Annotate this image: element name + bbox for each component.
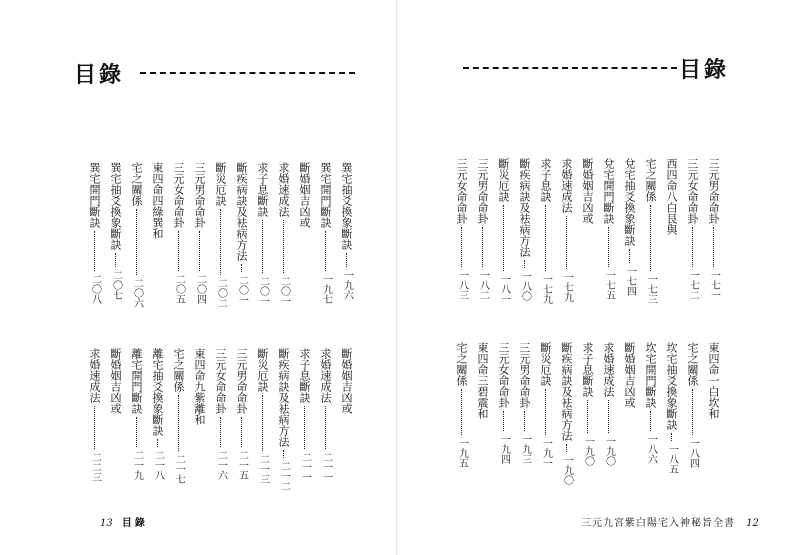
toc-entry-title: 斷婚姻吉凶或 <box>298 162 311 228</box>
leader-dots <box>115 253 116 267</box>
toc-entry <box>84 348 105 482</box>
toc-entry <box>535 158 556 304</box>
toc-entry <box>294 162 315 228</box>
toc-entry-page: 二〇五 <box>173 274 185 304</box>
toc-entry-page: 一九〇 <box>561 455 573 485</box>
toc-entry-page: 二一九 <box>131 450 143 480</box>
toc-entry-title: 坎宅抽爻換象斷訣 <box>665 342 678 430</box>
toc-entry <box>126 348 147 480</box>
toc-entry <box>315 348 336 482</box>
toc-entry-title: 斷婚姻吉凶或 <box>109 348 122 414</box>
toc-entry-page: 二二三 <box>89 452 101 482</box>
toc-entry <box>619 342 640 408</box>
toc-entry <box>252 348 273 484</box>
toc-entry-title: 斷災厄訣 <box>539 342 552 386</box>
toc-entry-page: 二一七 <box>173 454 185 484</box>
toc-entry-title: 兌宅開門斷訣 <box>602 158 615 224</box>
footer-label: 目錄 <box>121 518 148 529</box>
toc-entry <box>682 342 703 468</box>
toc-entry <box>210 162 231 308</box>
toc-entry-page: 二一二 <box>278 461 290 491</box>
toc-entry-title: 坎宅開門斷訣 <box>644 342 657 408</box>
toc-entry <box>640 342 661 464</box>
toc-entry-page: 一七四 <box>624 266 636 296</box>
toc-entry-title: 求子息斷訣 <box>581 342 594 397</box>
leader-dots <box>692 227 693 267</box>
page-footer <box>581 514 765 529</box>
toc-entry <box>126 162 147 308</box>
leader-dots <box>283 450 284 458</box>
leader-dots <box>545 205 546 271</box>
toc-entry <box>273 162 294 306</box>
toc-entry <box>273 348 294 491</box>
leader-dots <box>283 220 284 273</box>
leader-dots <box>241 417 242 447</box>
toc-entry-page: 二一一 <box>320 452 332 482</box>
toc-entry-title: 三元女命命卦 <box>172 162 185 228</box>
toc-lower-section <box>84 348 357 491</box>
leader-dots <box>241 264 242 272</box>
toc-entry-page: 二〇一 <box>236 275 248 305</box>
toc-entry <box>231 162 252 305</box>
leader-dots <box>503 411 504 431</box>
toc-entry-title: 離宅開門斷訣 <box>130 348 143 414</box>
toc-entry <box>640 158 661 304</box>
toc-entry-title: 斷婚姻吉凶或 <box>340 348 353 414</box>
left-page <box>0 0 396 555</box>
toc-entry-page: 一八三 <box>456 270 468 300</box>
toc-entry <box>682 158 703 300</box>
toc-entry-page: 二一五 <box>236 450 248 480</box>
toc-entry-title: 三元男命命卦 <box>476 158 489 224</box>
toc-entry-page: 二〇一 <box>257 276 269 306</box>
leader-dots <box>713 227 714 267</box>
toc-entry-title: 求子息斷訣 <box>256 162 269 217</box>
toc-entry <box>451 342 472 468</box>
leader-dots <box>650 205 651 271</box>
leader-dots <box>262 395 263 451</box>
toc-entry-page: 一九一 <box>540 438 552 468</box>
leader-dots <box>461 227 462 267</box>
toc-entry-title: 東四命一白坎和 <box>707 342 720 419</box>
toc-entry <box>189 348 210 425</box>
toc-entry-title: 兌宅抽爻換象斷訣 <box>623 158 636 246</box>
toc-entry <box>168 162 189 304</box>
leader-dots <box>94 406 95 449</box>
toc-entry-title: 三元男命命卦 <box>235 348 248 414</box>
toc-entry-page: 一七二 <box>687 270 699 300</box>
toc-entry-page: 一八四 <box>687 438 699 468</box>
toc-entry-title: 巽宅開門斷訣 <box>319 162 332 228</box>
toc-entry <box>556 158 577 302</box>
leader-dots <box>325 406 326 449</box>
toc-entry <box>84 162 105 304</box>
toc-entry-page: 一九三 <box>519 434 531 464</box>
leader-dots <box>346 253 347 267</box>
toc-entry-title: 三元女命命卦 <box>455 158 468 224</box>
heading-rule <box>463 67 677 69</box>
toc-entry-page: 一八〇 <box>519 271 531 301</box>
toc-entry-title: 西四命八白艮與 <box>665 158 678 235</box>
leader-dots <box>671 433 672 441</box>
toc-entry <box>252 162 273 306</box>
page-number: 12 <box>746 518 759 529</box>
toc-entry-page: 一九〇 <box>582 436 594 466</box>
toc-entry-title: 斷災厄訣 <box>214 162 227 206</box>
toc-entry-title: 巽宅抽爻換象斷訣 <box>109 162 122 250</box>
leader-dots <box>136 209 137 275</box>
toc-entry <box>168 348 189 484</box>
toc-entry <box>493 342 514 464</box>
toc-entry-page: 二〇四 <box>194 274 206 304</box>
toc-upper-section <box>451 158 724 304</box>
leader-dots <box>220 209 221 275</box>
toc-entry-title: 斷疾病訣及袪病方法 <box>518 158 531 257</box>
toc-entry <box>661 342 682 474</box>
toc-entry-page: 二〇六 <box>131 278 143 308</box>
leader-dots <box>524 260 525 268</box>
toc-entry <box>598 342 619 466</box>
toc-entry-page: 一八六 <box>645 434 657 464</box>
toc-entry-title: 斷婚姻吉凶或 <box>623 342 636 408</box>
leader-dots <box>325 231 326 271</box>
toc-entry-page: 二〇二 <box>215 278 227 308</box>
toc-entry-title: 斷疾病訣及袪病方法 <box>560 342 573 441</box>
toc-entry-title: 宅之關係 <box>130 162 143 206</box>
toc-entry-page: 二一六 <box>215 450 227 480</box>
toc-entry-page: 一九七 <box>320 274 332 304</box>
toc-entry-page: 二一一 <box>299 452 311 482</box>
toc-entry-title: 宅之關係 <box>686 342 699 386</box>
page-footer <box>100 514 148 529</box>
leader-dots <box>262 220 263 273</box>
toc-entry-title: 三元男命命卦 <box>518 342 531 408</box>
toc-entry-title: 求婚速成法 <box>277 162 290 217</box>
contents-heading: 目錄 <box>679 57 730 83</box>
toc-entry <box>189 162 210 304</box>
toc-entry <box>210 348 231 480</box>
toc-entry <box>514 158 535 301</box>
toc-entry <box>514 342 535 464</box>
toc-entry-title: 三元女命命卦 <box>214 348 227 414</box>
toc-entry-title: 東四命九紫離和 <box>193 348 206 425</box>
contents-heading: 目錄 <box>74 62 125 88</box>
leader-dots <box>650 411 651 431</box>
leader-dots <box>136 417 137 447</box>
toc-entry <box>336 348 357 414</box>
toc-entry-title: 斷災厄訣 <box>256 348 269 392</box>
leader-dots <box>524 411 525 431</box>
heading-rule <box>140 72 355 74</box>
toc-entry-title: 宅之關係 <box>455 342 468 386</box>
toc-entry-title: 求婚速成法 <box>88 348 101 403</box>
toc-entry-page: 二一三 <box>257 454 269 484</box>
toc-entry-page: 一九四 <box>498 434 510 464</box>
toc-entry <box>493 158 514 304</box>
page-number: 13 <box>100 518 113 529</box>
toc-entry <box>703 158 724 300</box>
leader-dots <box>566 216 567 269</box>
toc-entry-title: 求婚速成法 <box>560 158 573 213</box>
toc-entry-title: 宅之關係 <box>644 158 657 202</box>
toc-entry <box>105 162 126 300</box>
leader-dots <box>482 227 483 267</box>
toc-entry-page: 一八一 <box>498 274 510 304</box>
leader-dots <box>94 231 95 271</box>
leader-dots <box>157 439 158 447</box>
toc-entry-page: 二〇七 <box>110 270 122 300</box>
toc-entry-title: 斷疾病訣及袪病方法 <box>277 348 290 447</box>
toc-entry-page: 一七五 <box>603 270 615 300</box>
toc-entry-title: 三元女命命卦 <box>497 342 510 408</box>
toc-entry <box>451 158 472 300</box>
toc-entry-page: 二〇一 <box>278 276 290 306</box>
toc-entry-page: 一七九 <box>540 274 552 304</box>
toc-lower-section <box>451 342 724 485</box>
toc-entry <box>147 348 168 480</box>
toc-entry-page: 一九六 <box>341 270 353 300</box>
toc-entry-title: 離宅抽爻換象斷訣 <box>151 348 164 436</box>
toc-entry-page: 一七九 <box>561 272 573 302</box>
leader-dots <box>566 444 567 452</box>
toc-entry-title: 東四命三碧震和 <box>476 342 489 419</box>
leader-dots <box>178 231 179 271</box>
toc-entry <box>619 158 640 296</box>
toc-entry <box>472 158 493 300</box>
toc-entry-page: 一八五 <box>666 444 678 474</box>
toc-entry-title: 斷婚姻吉凶或 <box>581 158 594 224</box>
toc-entry-title: 斷疾病訣及袪病方法 <box>235 162 248 261</box>
toc-entry <box>703 342 724 419</box>
toc-entry <box>661 158 682 235</box>
toc-entry-title: 三元男命命卦 <box>193 162 206 228</box>
leader-dots <box>178 395 179 451</box>
leader-dots <box>220 417 221 447</box>
toc-entry <box>231 348 252 480</box>
toc-entry-page: 一九五 <box>456 438 468 468</box>
toc-entry <box>598 158 619 300</box>
leader-dots <box>461 389 462 435</box>
toc-entry-page: 二一八 <box>152 450 164 480</box>
toc-entry-page: 二〇八 <box>89 274 101 304</box>
toc-entry <box>535 342 556 468</box>
toc-entry-title: 斷災厄訣 <box>497 158 510 202</box>
leader-dots <box>545 389 546 435</box>
leader-dots <box>503 205 504 271</box>
leader-dots <box>692 389 693 435</box>
toc-entry <box>577 158 598 224</box>
toc-entry-title: 巽宅開門斷訣 <box>88 162 101 228</box>
book-title: 三元九宮紫白陽宅入神秘旨全書 <box>581 518 735 529</box>
toc-entry-page: 一八二 <box>477 270 489 300</box>
leader-dots <box>304 406 305 449</box>
toc-entry <box>315 162 336 304</box>
toc-entry <box>472 342 493 419</box>
toc-entry-page: 一七三 <box>645 274 657 304</box>
toc-entry-title: 求子息訣 <box>539 158 552 202</box>
toc-entry-page: 一七一 <box>708 270 720 300</box>
toc-entry <box>577 342 598 466</box>
toc-entry <box>336 162 357 300</box>
toc-entry-title: 宅之關係 <box>172 348 185 392</box>
toc-entry-title: 求子息斷訣 <box>298 348 311 403</box>
toc-upper-section <box>84 162 357 308</box>
toc-entry <box>105 348 126 414</box>
toc-entry-title: 求婚速成法 <box>319 348 332 403</box>
toc-entry-title: 東四命四綠巽和 <box>151 162 164 239</box>
toc-entry-page: 一九〇 <box>603 436 615 466</box>
leader-dots <box>199 231 200 271</box>
toc-entry-title: 巽宅抽爻換象斷訣 <box>340 162 353 250</box>
leader-dots <box>587 400 588 433</box>
toc-entry <box>147 162 168 239</box>
toc-entry <box>294 348 315 482</box>
leader-dots <box>608 400 609 433</box>
leader-dots <box>629 249 630 263</box>
leader-dots <box>608 227 609 267</box>
toc-entry-title: 求婚速成法 <box>602 342 615 397</box>
toc-entry-title: 三元女命命卦 <box>686 158 699 224</box>
toc-entry-title: 三元男命命卦 <box>707 158 720 224</box>
right-page <box>397 0 793 555</box>
toc-entry <box>556 342 577 485</box>
